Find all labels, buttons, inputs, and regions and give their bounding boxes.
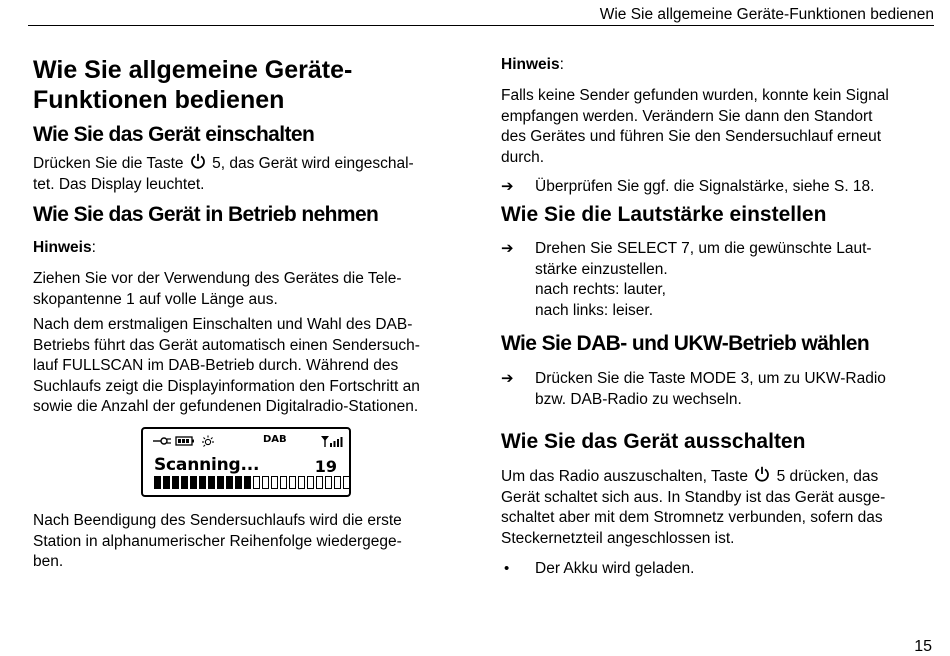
battery-bullet: [501, 559, 933, 580]
right-hint-text: Falls keine Sender gefunden wurden, konnte kein Signal empfangen werden. Verändern Sie dann den Standort des Gerätes und führen Sie den Sendersuchlauf erneut durch.: [501, 87, 889, 166]
display-progress-bar: [154, 476, 350, 489]
hint-label: Hinweis: [33, 239, 92, 256]
display-station-count: 19: [314, 457, 337, 476]
power-on-text-a: Drücken Sie die Taste: [33, 155, 184, 172]
progress-segment: [199, 476, 206, 489]
bullet-dot-icon: •: [504, 560, 510, 577]
arrow-icon: ➔: [501, 178, 514, 195]
progress-segment: [208, 476, 215, 489]
power-icon: [190, 153, 206, 169]
volume-bullet: [501, 239, 933, 321]
section-title-power-off: Wie Sie das Gerät ausschalten: [501, 430, 806, 453]
plug-icon: [153, 438, 171, 444]
progress-segment: [154, 476, 161, 489]
power-on-text-c: tet. Das Display leuchtet.: [33, 175, 205, 193]
hint-colon: :: [559, 56, 564, 73]
main-heading: [33, 55, 473, 115]
hint-colon: :: [91, 239, 96, 256]
progress-segment: [244, 476, 251, 489]
progress-segment: [325, 476, 332, 489]
progress-segment: [217, 476, 224, 489]
start-hint-text: Ziehen Sie vor der Verwendung des Gerätes die Tele- skopantenne 1 auf volle Länge aus.: [33, 270, 402, 308]
running-header: Wie Sie allgemeine Geräte-Funktionen bedienen: [599, 6, 934, 23]
progress-segment: [307, 476, 314, 489]
progress-segment: [253, 476, 260, 489]
after-scan-paragraph: Nach Beendigung des Sendersuchlaufs wird die erste Station in alphanumerischer Reihenfolge wiedergege- ben.: [33, 512, 402, 570]
power-off-text-rest: Gerät schaltet sich aus. In Standby ist das Gerät ausge- schaltet aber mit dem Stromnetz verbunden, sofern das Steckernetzteil angeschlossen ist.: [501, 488, 886, 547]
section-title-mode: Wie Sie DAB- und UKW-Betrieb wählen: [501, 332, 870, 355]
signal-check-bullet: [501, 177, 933, 198]
display-mode-label: DAB: [263, 434, 287, 445]
power-icon: [754, 466, 770, 482]
section-title-power-on: Wie Sie das Gerät einschalten: [33, 123, 315, 146]
progress-segment: [262, 476, 269, 489]
display-status-text: Scanning...: [154, 455, 260, 475]
backlight-icon: [202, 436, 214, 447]
power-off-text-a: Um das Radio auszuschalten, Taste: [501, 468, 748, 485]
signal-strength-icon: [321, 436, 343, 447]
power-off-text-b: 5 drücken, das: [776, 468, 879, 485]
progress-segment: [235, 476, 242, 489]
progress-segment: [172, 476, 179, 489]
arrow-icon: ➔: [501, 370, 514, 387]
progress-segment: [343, 476, 350, 489]
start-hint-label: [33, 238, 473, 258]
progress-segment: [280, 476, 287, 489]
progress-segment: [334, 476, 341, 489]
hint-label: Hinweis: [501, 56, 560, 73]
radio-display-illustration: [141, 427, 351, 497]
signal-check-text: Überprüfen Sie ggf. die Signalstärke, siehe S. 18.: [535, 178, 875, 195]
progress-segment: [226, 476, 233, 489]
progress-segment: [316, 476, 323, 489]
progress-segment: [163, 476, 170, 489]
section-title-volume: Wie Sie die Lautstärke einstellen: [501, 203, 827, 226]
power-on-text-b: 5, das Gerät wird eingeschal-: [212, 155, 414, 172]
right-hint-label: [501, 55, 933, 75]
main-heading-line2: Funktionen bedienen: [33, 86, 285, 114]
progress-segment: [181, 476, 188, 489]
start-paragraph: Nach dem erstmaligen Einschalten und Wahl des DAB- Betriebs führt das Gerät automatisch einen Sendersuch- lauf FULLSCAN im DAB-Betrieb durch. Während des Suchlaufs zeigt die Displayinformation den Fortschritt an sowie die Anzahl der gefundenen Digitalradio-Stationen.: [33, 316, 420, 415]
power-off-text: [501, 466, 933, 549]
page-number: 15: [914, 638, 932, 655]
mode-text: Drücken Sie die Taste MODE 3, um zu UKW-Radio bzw. DAB-Radio zu wechseln.: [535, 370, 886, 408]
arrow-icon: ➔: [501, 240, 514, 257]
battery-icon: [176, 437, 194, 445]
power-on-text: [33, 153, 473, 195]
progress-segment: [289, 476, 296, 489]
progress-segment: [190, 476, 197, 489]
mode-bullet: [501, 369, 933, 410]
section-title-start: Wie Sie das Gerät in Betrieb nehmen: [33, 203, 379, 226]
main-heading-line1: Wie Sie allgemeine Geräte-: [33, 56, 353, 84]
display-status-icons: [153, 435, 343, 447]
progress-segment: [298, 476, 305, 489]
volume-text: Drehen Sie SELECT 7, um die gewünschte Laut- stärke einzustellen. nach rechts: lauter, nach links: leiser.: [535, 240, 872, 319]
battery-text: Der Akku wird geladen.: [535, 560, 695, 577]
header-rule: [28, 25, 934, 26]
progress-segment: [271, 476, 278, 489]
